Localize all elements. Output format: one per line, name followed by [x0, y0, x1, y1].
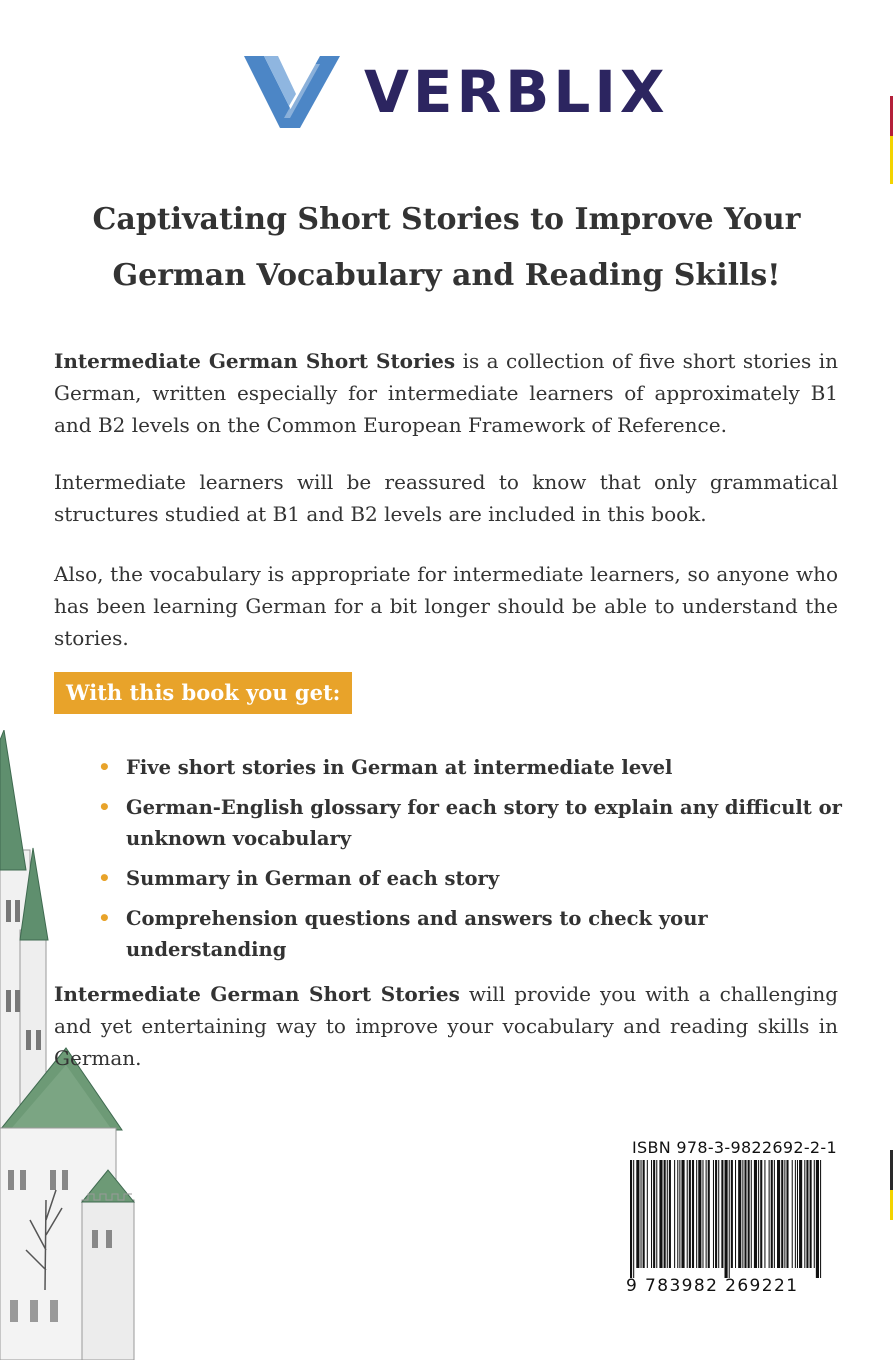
closing-paragraph [54, 978, 838, 1074]
barcode-digits: 9 783982 269221 [626, 1276, 799, 1296]
bullet-icon: • [98, 906, 111, 930]
headline-line-1: Captivating Short Stories to Improve Your [92, 202, 801, 237]
intro-paragraph-1-text: is a collection of five short stories in German, written especially for intermediate learners of approximately B1 and B2 levels on the Common European Framework of Reference. [54, 349, 839, 437]
barcode-bar [681, 1160, 684, 1268]
barcode-bar [696, 1160, 697, 1268]
barcode-bar [738, 1160, 741, 1268]
barcode-bar [702, 1160, 703, 1268]
barcode-bar [667, 1160, 668, 1268]
brand-name: VERBLIX [364, 58, 669, 126]
barcode-bar [810, 1160, 812, 1268]
bullet-icon: • [98, 795, 111, 819]
barcode-bar [814, 1160, 815, 1268]
barcode-bar [771, 1160, 773, 1268]
book-title-bold: Intermediate German Short Stories [54, 982, 460, 1006]
barcode-bar [692, 1160, 694, 1268]
barcode-bar [799, 1160, 802, 1268]
barcode-bar [804, 1160, 805, 1268]
barcode-bar [664, 1160, 666, 1268]
barcode-bar [713, 1160, 714, 1268]
barcode-bar [760, 1160, 762, 1268]
barcode-bar [725, 1160, 728, 1278]
verblix-v-logo-icon [244, 54, 340, 128]
feature-item [98, 903, 843, 965]
bullet-icon: • [98, 866, 111, 890]
barcode-bar [735, 1160, 736, 1268]
barcode-bar [679, 1160, 680, 1268]
feature-text: Summary in German of each story [126, 867, 500, 890]
barcode-bar [751, 1160, 752, 1268]
barcode-bar [784, 1160, 785, 1268]
barcode-bar [774, 1160, 775, 1268]
intro-paragraph-2: Intermediate learners will be reassured to know that only grammatical structures studied at B1 and B2 levels are included in this book. [54, 470, 838, 526]
barcode-bar [647, 1160, 648, 1268]
feature-text: German-English glossary for each story to explain any difficult or unknown vocabulary [126, 796, 842, 850]
brand-header [244, 54, 669, 130]
barcode-bar [698, 1160, 701, 1268]
barcode-bar [630, 1160, 632, 1278]
feature-item [98, 863, 843, 894]
barcode-bar [795, 1160, 796, 1268]
closing-paragraph-text: will provide you with a challenging and yet entertaining way to improve your vocabulary and reading skills in German. [54, 982, 838, 1070]
barcode-bar [641, 1160, 642, 1268]
barcode-bar [792, 1160, 793, 1268]
barcode-bar [708, 1160, 710, 1268]
barcode-bar [689, 1160, 691, 1268]
isbn-label: ISBN 978-3-9822692-2-1 [632, 1138, 837, 1157]
headline-line-2: German Vocabulary and Reading Skills! [112, 258, 781, 293]
barcode-bar [820, 1160, 821, 1278]
barcode-bar [715, 1160, 717, 1268]
barcode-bar [769, 1160, 770, 1268]
barcode-bar [744, 1160, 746, 1268]
barcode-icon [628, 1160, 824, 1278]
intro-paragraph-3: Also, the vocabulary is appropriate for intermediate learners, so anyone who has been learning German for a bit longer should be able to understand the stories. [54, 562, 838, 650]
feature-item [98, 752, 843, 783]
barcode-bar [797, 1160, 798, 1268]
barcode-bar [758, 1160, 759, 1268]
bullet-icon: • [98, 755, 111, 779]
features-list [98, 752, 843, 974]
barcode-bar [806, 1160, 808, 1268]
features-banner: With this book you get: [54, 672, 352, 714]
barcode-bar [643, 1160, 645, 1268]
feature-text: Comprehension questions and answers to check your understanding [126, 907, 708, 961]
barcode-bar [687, 1160, 688, 1268]
barcode-bar [659, 1160, 662, 1268]
barcode-bar [777, 1160, 780, 1268]
barcode-block [622, 1160, 828, 1308]
feature-item [98, 792, 843, 854]
barcode-bar [651, 1160, 652, 1268]
barcode-bar [816, 1160, 819, 1278]
cover-headline [40, 192, 853, 304]
barcode-bar [633, 1160, 634, 1278]
barcode-bar [669, 1160, 671, 1268]
feature-text: Five short stories in German at intermediate level [126, 756, 673, 779]
intro-paragraph-1 [54, 345, 838, 441]
barcode-bar [748, 1160, 750, 1268]
barcode-bar [781, 1160, 783, 1268]
barcode-bar [729, 1160, 730, 1278]
book-title-bold: Intermediate German Short Stories [54, 349, 456, 373]
barcode-bar [721, 1160, 723, 1268]
barcode-bar [764, 1160, 765, 1268]
barcode-bar [786, 1160, 788, 1268]
barcode-bar [706, 1160, 707, 1268]
barcode-bar [731, 1160, 733, 1268]
barcode-bar [742, 1160, 743, 1268]
barcode-bar [636, 1160, 639, 1268]
barcode-bar [754, 1160, 757, 1268]
barcode-bar [656, 1160, 657, 1268]
barcode-bar [718, 1160, 719, 1268]
barcode-bar [677, 1160, 678, 1268]
barcode-bar [653, 1160, 655, 1268]
barcode-bar [674, 1160, 675, 1268]
